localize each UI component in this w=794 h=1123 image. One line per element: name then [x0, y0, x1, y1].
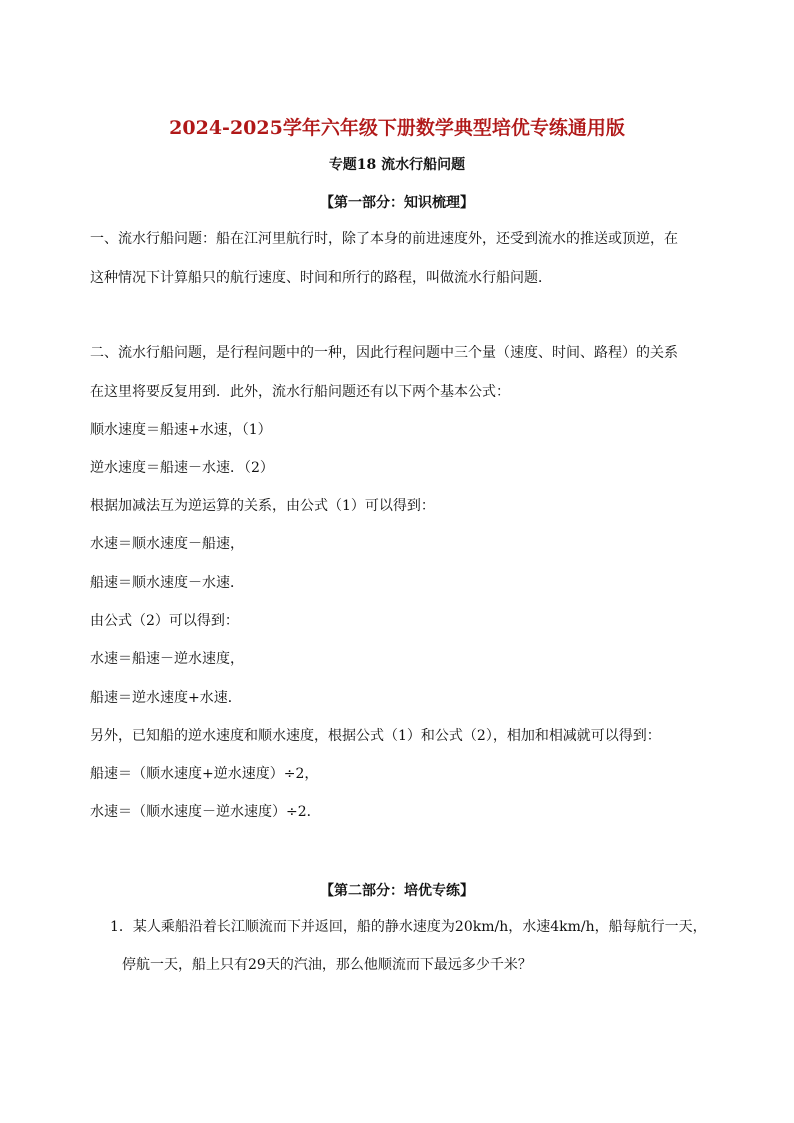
- formula-line: 水速＝顺水速度－船速，: [90, 536, 244, 552]
- question-1-line-2: 停航一天，船上只有29天的汽油，那么他顺流而下最远多少千米？: [122, 957, 532, 973]
- part1-heading: 【第一部分：知识梳理】: [320, 195, 474, 211]
- paragraph-line: 二、流水行船问题，是行程问题中的一种，因此行程问题中三个量（速度、时间、路程）的关系: [90, 345, 678, 361]
- formula-line: 船速＝逆水速度+水速．: [90, 690, 242, 706]
- question-1-line-1: 1．某人乘船沿着长江顺流而下并返回，船的静水速度为20km/h，水速4km/h，船每航行一天，: [110, 919, 707, 935]
- formula-line: 逆水速度＝船速－水速．（2）: [90, 460, 274, 476]
- formula-line: 船速＝（顺水速度+逆水速度）÷2，: [90, 766, 319, 782]
- paragraph-line: 由公式（2）可以得到：: [90, 613, 239, 629]
- formula-line: 船速＝顺水速度－水速．: [90, 575, 244, 591]
- paragraph-line: 一、流水行船问题：船在江河里航行时，除了本身的前进速度外，还受到流水的推送或顶逆，在: [90, 231, 678, 247]
- part2-heading: 【第二部分：培优专练】: [320, 883, 474, 899]
- formula-line: 水速＝船速－逆水速度，: [90, 651, 244, 667]
- formula-line: 顺水速度＝船速+水速，（1）: [90, 422, 272, 438]
- paragraph-line: 根据加减法互为逆运算的关系，由公式（1）可以得到：: [90, 498, 435, 514]
- paragraph-line: 这种情况下计算船只的航行速度、时间和所行的路程，叫做流水行船问题．: [90, 270, 552, 286]
- document-title: 2024-2025学年六年级下册数学典型培优专练通用版: [169, 117, 625, 139]
- paragraph-line: 在这里将要反复用到．此外，流水行船问题还有以下两个基本公式：: [90, 384, 510, 400]
- formula-line: 水速＝（顺水速度－逆水速度）÷2．: [90, 804, 321, 820]
- document-subtitle: 专题18 流水行船问题: [328, 157, 466, 173]
- paragraph-line: 另外，已知船的逆水速度和顺水速度，根据公式（1）和公式（2），相加和相减就可以得到：: [90, 728, 661, 744]
